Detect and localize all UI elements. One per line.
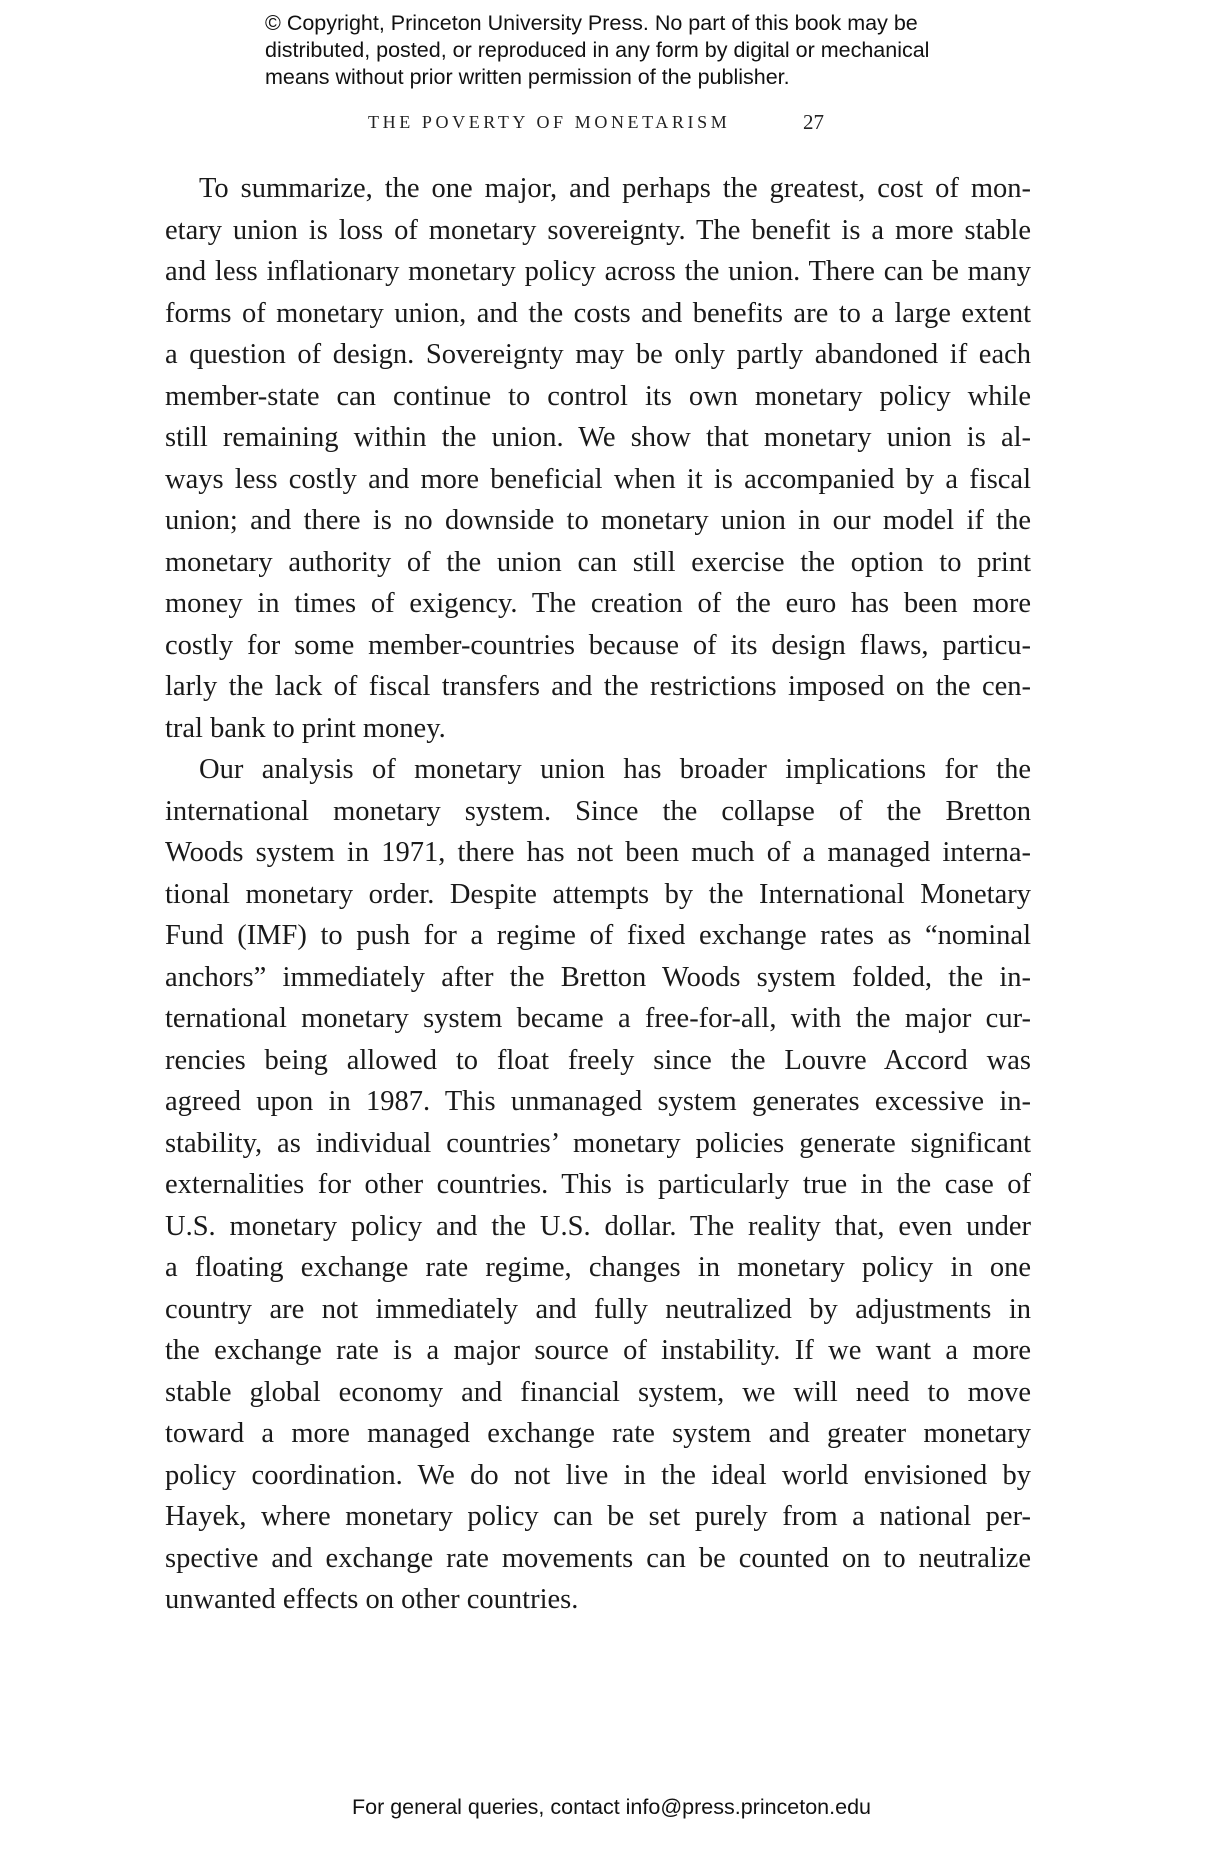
paragraph: [165, 749, 1031, 1621]
text-line: international monetary system. Since the collapse of the Bretton: [165, 795, 1031, 827]
text-line: member-state can continue to control its own monetary policy while: [165, 380, 1031, 412]
text-line: stable global economy and financial system, we will need to move: [165, 1376, 1031, 1408]
text-line: Our analysis of monetary union has broader implications for the: [199, 754, 1031, 785]
text-line: Hayek, where monetary policy can be set purely from a national per-: [165, 1501, 1031, 1532]
paragraph: [165, 168, 1031, 749]
text-line: Fund (IMF) to push for a regime of fixed exchange rates as “nominal: [165, 920, 1031, 951]
text-line: ways less costly and more beneficial when it is accompanied by a fiscal: [165, 463, 1031, 495]
text-line: monetary authority of the union can still exercise the option to print: [165, 546, 1031, 578]
text-line: tional monetary order. Despite attempts by the International Monetary: [165, 878, 1031, 910]
text-line: costly for some member-countries because of its design flaws, particu-: [165, 629, 1031, 661]
copyright-line: distributed, posted, or reproduced in any form by digital or mechanical: [265, 38, 930, 62]
text-line: policy coordination. We do not live in the ideal world envisioned by: [165, 1459, 1031, 1491]
footer-contact: For general queries, contact info@press.princeton.edu: [351, 1795, 871, 1819]
running-head-title: THE POVERTY OF MONETARISM: [368, 112, 731, 132]
copyright-line: © Copyright, Princeton University Press. No part of this book may be: [265, 11, 918, 35]
text-line: country are not immediately and fully neutralized by adjustments in: [165, 1293, 1031, 1325]
text-line: externalities for other countries. This is particularly true in the case of: [165, 1169, 1031, 1200]
text-line: toward a more managed exchange rate system and greater monetary: [165, 1418, 1031, 1449]
copyright-line: means without prior written permission of the publisher.: [265, 65, 790, 89]
text-line: spective and exchange rate movements can be counted on to neutralize: [165, 1542, 1031, 1574]
text-line: still remaining within the union. We show that monetary union is al-: [165, 422, 1031, 453]
page-number: 27: [803, 110, 824, 134]
text-line: larly the lack of fiscal transfers and the restrictions imposed on the cen-: [165, 671, 1031, 702]
copyright-notice: [265, 10, 1025, 91]
text-line: forms of monetary union, and the costs and benefits are to a large extent: [165, 297, 1031, 329]
text-line: a question of design. Sovereignty may be only partly abandoned if each: [165, 339, 1031, 370]
text-line: the exchange rate is a major source of instability. If we want a more: [165, 1335, 1031, 1366]
text-line: To summarize, the one major, and perhaps the greatest, cost of mon-: [199, 173, 1031, 204]
text-line: ternational monetary system became a free-for-all, with the major cur-: [165, 1003, 1031, 1034]
text-line: stability, as individual countries’ monetary policies generate significant: [165, 1127, 1031, 1159]
text-line: union; and there is no downside to monetary union in our model if the: [165, 505, 1031, 536]
text-line: a floating exchange rate regime, changes in monetary policy in one: [165, 1252, 1031, 1283]
text-line: money in times of exigency. The creation of the euro has been more: [165, 588, 1031, 619]
text-line: and less inflationary monetary policy across the union. There can be many: [165, 256, 1031, 287]
body-text: [165, 168, 1031, 1621]
text-line: U.S. monetary policy and the U.S. dollar. The reality that, even under: [165, 1210, 1031, 1242]
text-line: rencies being allowed to float freely since the Louvre Accord was: [165, 1044, 1031, 1076]
footer: [0, 1795, 1225, 1820]
text-line: unwanted effects on other countries.: [165, 1584, 579, 1615]
text-line: Woods system in 1971, there has not been much of a managed interna-: [165, 837, 1031, 868]
text-line: etary union is loss of monetary sovereignty. The benefit is a more stable: [165, 214, 1031, 246]
text-line: agreed upon in 1987. This unmanaged system generates excessive in-: [165, 1086, 1031, 1117]
text-line: tral bank to print money.: [165, 712, 446, 744]
text-line: anchors” immediately after the Bretton Woods system folded, the in-: [165, 961, 1031, 993]
